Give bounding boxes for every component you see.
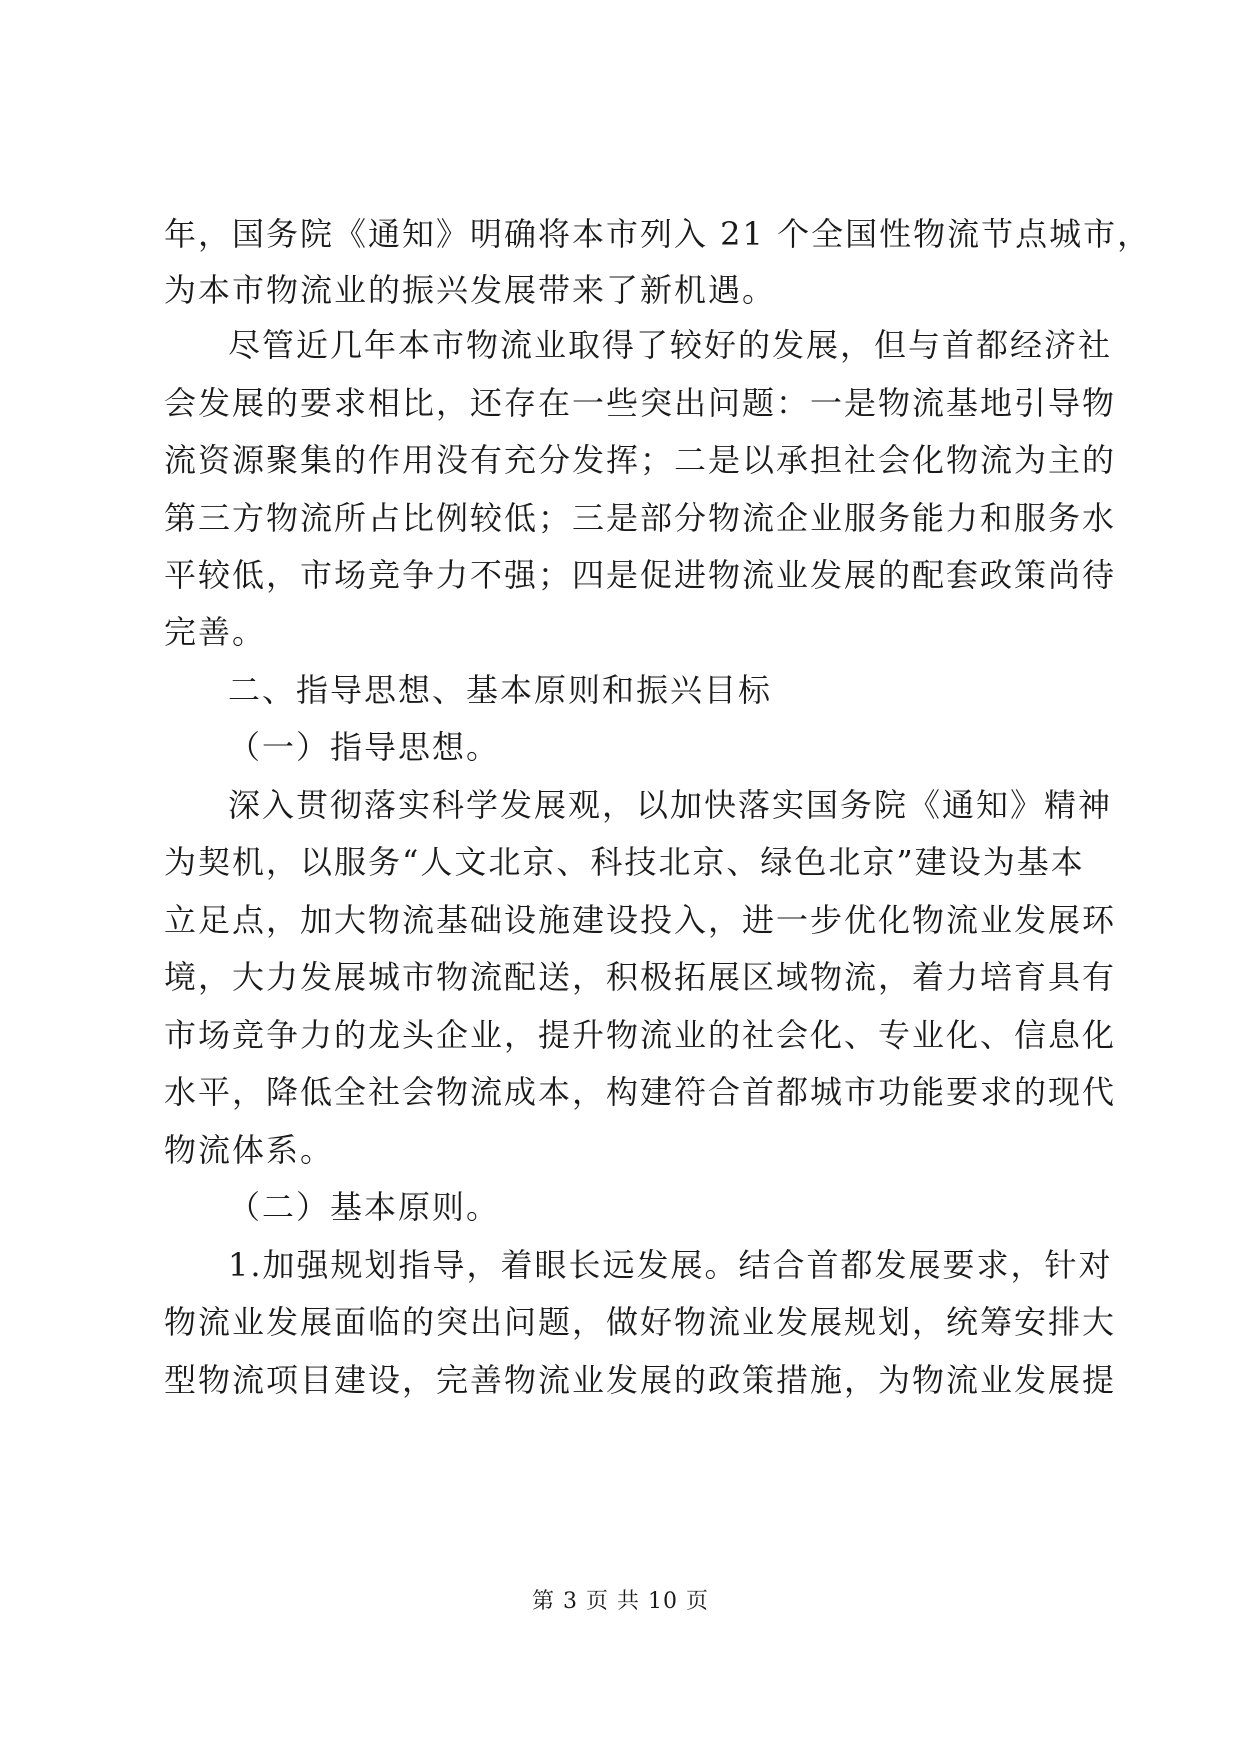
subsection-heading: （一）指导思想。 — [228, 728, 501, 766]
text-line: 境，大力发展城市物流配送，积极拓展区域物流，着力培育具有 — [164, 958, 1117, 996]
text-line: 1.加强规划指导，着眼长远发展。结合首都发展要求，针对 — [228, 1246, 1113, 1284]
text-line: 深入贯彻落实科学发展观，以加快落实国务院《通知》精神 — [228, 786, 1113, 824]
text-line: 立足点，加大物流基础设施建设投入，进一步优化物流业发展环 — [164, 901, 1117, 939]
subsection-heading: （二）基本原则。 — [228, 1188, 501, 1226]
text-line: 水平，降低全社会物流成本，构建符合首都城市功能要求的现代 — [164, 1073, 1117, 1111]
page-footer: 第 3 页 共 10 页 — [532, 1589, 709, 1614]
text-line: 会发展的要求相比，还存在一些突出问题：一是物流基地引导物 — [164, 384, 1117, 422]
text-line: 市场竞争力的龙头企业，提升物流业的社会化、专业化、信息化 — [164, 1016, 1117, 1054]
text-line: 为契机，以服务“人文北京、科技北京、绿色北京”建设为基本 — [164, 843, 1085, 881]
section-heading: 二、指导思想、基本原则和振兴目标 — [228, 671, 773, 709]
text-line: 流资源聚集的作用没有充分发挥；二是以承担社会化物流为主的 — [164, 441, 1117, 479]
text-line: 物流体系。 — [164, 1131, 335, 1169]
text-line: 年，国务院《通知》明确将本市列入 21 个全国性物流节点城市， — [164, 215, 1152, 253]
text-line: 第三方物流所占比例较低；三是部分物流企业服务能力和服务水 — [164, 499, 1117, 537]
text-line: 完善。 — [164, 613, 267, 651]
text-line: 尽管近几年本市物流业取得了较好的发展，但与首都经济社 — [228, 326, 1113, 364]
text-line: 物流业发展面临的突出问题，做好物流业发展规划，统筹安排大 — [164, 1303, 1117, 1341]
text-line: 平较低，市场竞争力不强；四是促进物流业发展的配套政策尚待 — [164, 556, 1117, 594]
text-line: 型物流项目建设，完善物流业发展的政策措施，为物流业发展提 — [164, 1361, 1117, 1399]
text-line: 为本市物流业的振兴发展带来了新机遇。 — [164, 271, 777, 309]
